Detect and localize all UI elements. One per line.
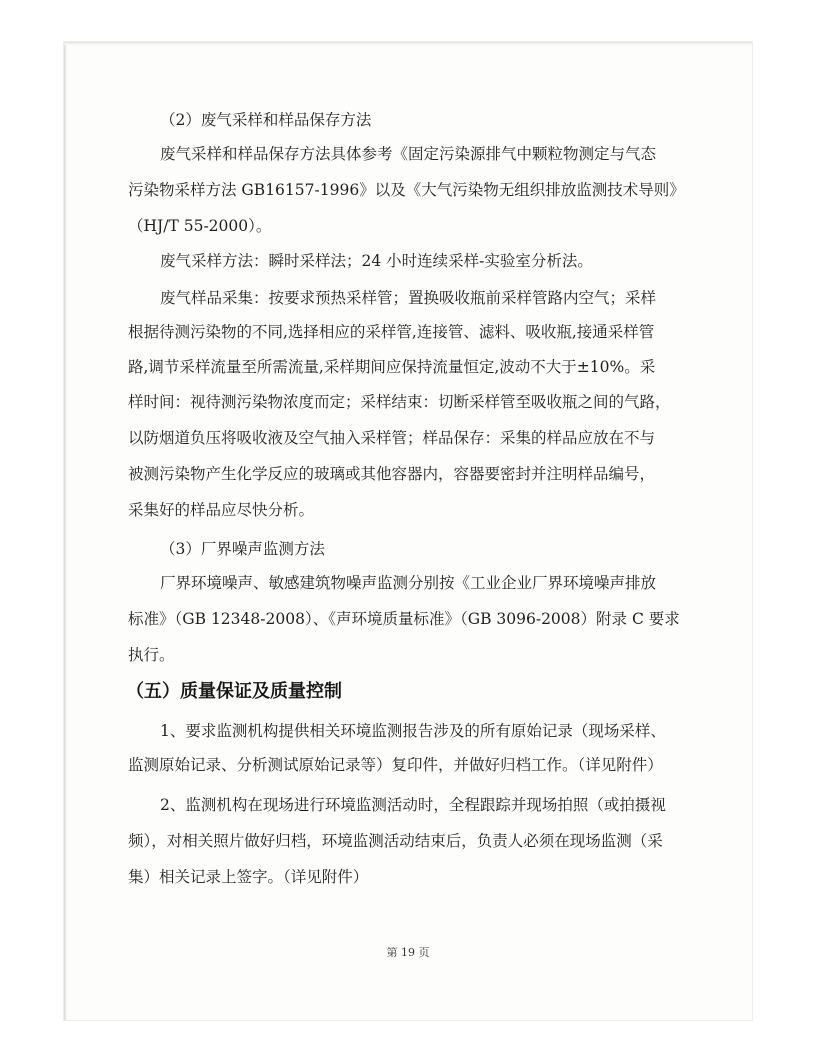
subheading-noise-monitoring: （3）厂界噪声监测方法 — [160, 540, 325, 558]
paragraph-line: 采集好的样品应尽快分析。 — [128, 501, 315, 519]
paragraph-line: 废气样品采集：按要求预热采样管；置换吸收瓶前采样管路内空气；采样 — [160, 289, 657, 307]
paragraph-line: （HJ/T 55-2000）。 — [128, 217, 272, 235]
paragraph-line: 被测污染物产生化学反应的玻璃或其他容器内，容器要密封并注明样品编号， — [128, 465, 656, 483]
paragraph-line: 根据待测污染物的不同,选择相应的采样管,连接管、滤料、吸收瓶,接通采样管 — [128, 323, 655, 341]
paragraph-line: 废气采样方法：瞬时采样法；24 小时连续采样-实验室分析法。 — [160, 252, 593, 270]
subheading-waste-gas-sampling: （2）废气采样和样品保存方法 — [160, 111, 372, 129]
paragraph-line: 污染物采样方法 GB16157-1996》以及《大气污染物无组织排放监测技术导则》 — [128, 181, 685, 199]
paragraph-line: 标准》（GB 12348-2008）、《声环境质量标准》（GB 3096-2008）附录 C 要求 — [128, 610, 680, 628]
paragraph-line: 2、监测机构在现场进行环境监测活动时，全程跟踪并现场拍照（或拍摄视 — [160, 796, 666, 814]
paragraph-line: 厂界环境噪声、敏感建筑物噪声监测分别按《工业企业厂界环境噪声排放 — [160, 574, 657, 592]
page-edge-shadow-top — [64, 42, 752, 45]
page-edge-shadow — [64, 42, 67, 1020]
paragraph-line: 以防烟道负压将吸收液及空气抽入采样管；样品保存：采集的样品应放在不与 — [128, 429, 656, 447]
paragraph-line: 样时间：视待测污染物浓度而定；采样结束：切断采样管至吸收瓶之间的气路， — [128, 393, 671, 411]
page-number: 第 19 页 — [386, 946, 430, 959]
section-heading-quality-assurance: （五）质量保证及质量控制 — [126, 681, 342, 702]
paragraph-line: 频），对相关照片做好归档，环境监测活动结束后，负责人必须在现场监测（采 — [128, 832, 663, 850]
paragraph-line: 路,调节采样流量至所需流量,采样期间应保持流量恒定,波动不大于±10%。采 — [128, 358, 656, 376]
paragraph-line: 执行。 — [128, 646, 175, 664]
paragraph-line: 集）相关记录上签字。（详见附件） — [128, 868, 369, 886]
paragraph-line: 监测原始记录、分析测试原始记录等）复印件，并做好归档工作。（详见附件） — [128, 756, 663, 774]
paragraph-line: 废气采样和样品保存方法具体参考《固定污染源排气中颗粒物测定与气态 — [160, 145, 657, 163]
paragraph-line: 1、要求监测机构提供相关环境监测报告涉及的所有原始记录（现场采样、 — [160, 722, 666, 740]
